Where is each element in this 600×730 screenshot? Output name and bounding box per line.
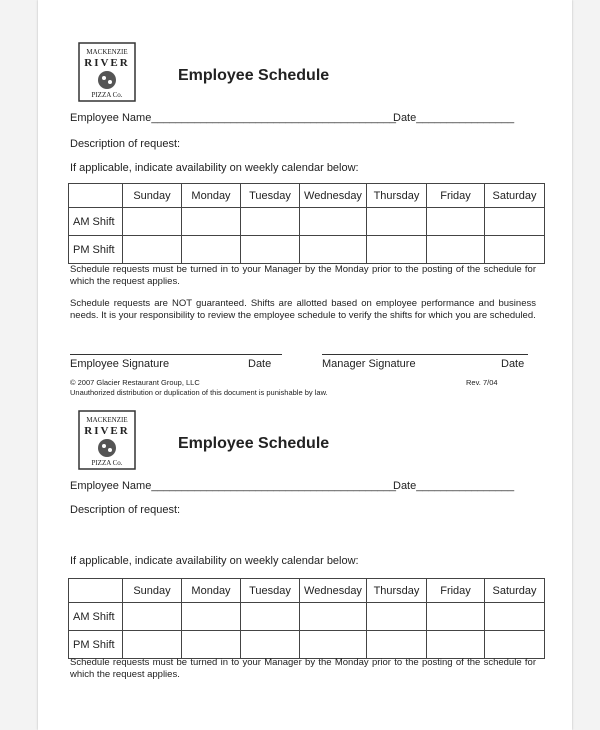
table-cell[interactable] <box>182 208 241 236</box>
weekly-calendar-table <box>68 183 545 264</box>
table-cell[interactable] <box>485 603 545 631</box>
employee-signature-label: Employee Signature <box>70 358 170 370</box>
table-row <box>69 603 545 631</box>
day-header: Sunday <box>123 184 182 208</box>
table-cell[interactable] <box>427 603 485 631</box>
logo-text-top: MACKENZIE <box>86 48 128 56</box>
day-header: Friday <box>427 184 485 208</box>
table-cell[interactable] <box>367 236 427 264</box>
employee-date-label: Date <box>248 358 272 370</box>
table-row <box>69 208 545 236</box>
table-cell[interactable] <box>182 603 241 631</box>
table-cell[interactable] <box>123 208 182 236</box>
company-logo <box>78 410 136 470</box>
pm-shift-label: PM Shift <box>69 631 123 659</box>
description-label: Description of request: <box>70 504 181 516</box>
page-title: Employee Schedule <box>178 435 330 452</box>
am-shift-label: AM Shift <box>69 208 123 236</box>
copyright-text: © 2007 Glacier Restaurant Group, LLC <box>70 378 200 387</box>
table-cell[interactable] <box>300 631 367 659</box>
day-header: Monday <box>182 579 241 603</box>
schedule-note: Schedule requests must be turned in to your Manager by the Monday prior to the posting of the schedule for which the request applies. <box>70 657 536 680</box>
table-cell[interactable] <box>241 603 300 631</box>
pizza-logo-icon <box>78 42 136 102</box>
employee-signature-line[interactable] <box>70 354 282 355</box>
day-header: Saturday <box>485 184 545 208</box>
date-field[interactable]: ________________ <box>416 112 515 124</box>
company-logo <box>78 42 136 102</box>
day-header: Tuesday <box>241 184 300 208</box>
corner-cell <box>69 184 123 208</box>
table-cell[interactable] <box>367 631 427 659</box>
employee-name-label: Employee Name________________________________________ <box>70 480 397 492</box>
table-cell[interactable] <box>123 236 182 264</box>
manager-date-label: Date <box>501 358 525 370</box>
pizza-logo-icon <box>78 410 136 470</box>
logo-text-middle: RIVER <box>84 425 130 437</box>
distribution-notice: Unauthorized distribution or duplication of this document is punishable by law. <box>70 388 328 397</box>
table-cell[interactable] <box>123 631 182 659</box>
corner-cell <box>69 579 123 603</box>
guarantee-note: Schedule requests are NOT guaranteed. Shifts are allotted based on employee performance and business needs. It is your responsibility to review the employee schedule to verify the shifts for which you are scheduled. <box>70 298 536 321</box>
day-header: Wednesday <box>300 184 367 208</box>
schedule-note: Schedule requests must be turned in to your Manager by the Monday prior to the posting of the schedule for which the request applies. <box>70 264 536 287</box>
document-page <box>38 0 572 730</box>
day-header: Thursday <box>367 579 427 603</box>
day-header: Sunday <box>123 579 182 603</box>
description-label: Description of request: <box>70 138 181 150</box>
manager-signature-line[interactable] <box>322 354 528 355</box>
revision-text: Rev. 7/04 <box>466 378 498 387</box>
table-cell[interactable] <box>182 631 241 659</box>
availability-label: If applicable, indicate availability on weekly calendar below: <box>70 162 359 174</box>
table-row <box>69 236 545 264</box>
table-cell[interactable] <box>123 603 182 631</box>
date-label: Date________________ <box>393 112 515 124</box>
table-cell[interactable] <box>485 236 545 264</box>
table-cell[interactable] <box>241 236 300 264</box>
day-header: Thursday <box>367 184 427 208</box>
weekly-calendar-table <box>68 578 545 659</box>
table-cell[interactable] <box>300 603 367 631</box>
date-label: Date________________ <box>393 480 515 492</box>
manager-signature-label: Manager Signature <box>322 358 416 370</box>
table-cell[interactable] <box>485 208 545 236</box>
table-header-row <box>69 579 545 603</box>
availability-label: If applicable, indicate availability on weekly calendar below: <box>70 555 359 567</box>
table-cell[interactable] <box>300 236 367 264</box>
date-field[interactable]: ________________ <box>416 480 515 492</box>
pm-shift-label: PM Shift <box>69 236 123 264</box>
logo-text-bottom: PIZZA Co. <box>91 91 123 99</box>
table-cell[interactable] <box>427 236 485 264</box>
employee-name-field[interactable]: ________________________________________ <box>151 480 397 492</box>
table-cell[interactable] <box>367 208 427 236</box>
table-cell[interactable] <box>427 631 485 659</box>
table-cell[interactable] <box>241 631 300 659</box>
table-cell[interactable] <box>182 236 241 264</box>
table-cell[interactable] <box>300 208 367 236</box>
table-cell[interactable] <box>485 631 545 659</box>
day-header: Monday <box>182 184 241 208</box>
table-cell[interactable] <box>241 208 300 236</box>
employee-name-field[interactable]: ________________________________________ <box>151 112 397 124</box>
page-title: Employee Schedule <box>178 67 330 84</box>
table-row <box>69 631 545 659</box>
table-cell[interactable] <box>367 603 427 631</box>
day-header: Friday <box>427 579 485 603</box>
day-header: Tuesday <box>241 579 300 603</box>
table-header-row <box>69 184 545 208</box>
logo-text-middle: RIVER <box>84 57 130 69</box>
table-cell[interactable] <box>427 208 485 236</box>
employee-name-label: Employee Name________________________________________ <box>70 112 397 124</box>
day-header: Wednesday <box>300 579 367 603</box>
logo-text-top: MACKENZIE <box>86 416 128 424</box>
logo-text-bottom: PIZZA Co. <box>91 459 123 467</box>
day-header: Saturday <box>485 579 545 603</box>
am-shift-label: AM Shift <box>69 603 123 631</box>
